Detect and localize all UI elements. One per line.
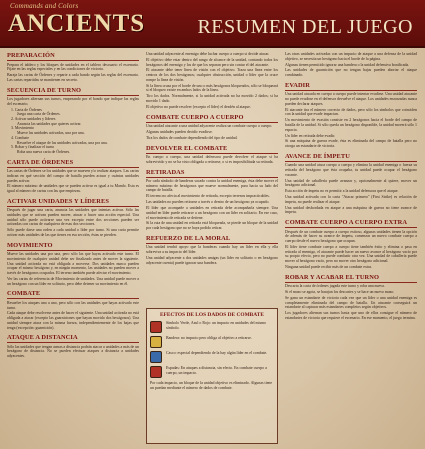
- sequence-step: 3. Movimiento: [11, 126, 35, 131]
- section-heading: ATAQUE A DISTANCIA: [7, 334, 139, 343]
- section-paragraph: Tira los dados de combate dependiendo del tipo de unidad.: [146, 135, 238, 140]
- rules-section: [7, 290, 139, 330]
- section-paragraph: Ninguna unidad puede recibir más de un combate extra.: [285, 264, 372, 269]
- section-paragraph: El líder que acompañe a unidades en retirada debe acompañarla siempre. Una unidad en líder puede retirarse a un hexágono con un líder en solitario. En ese caso, el movimiento de retirada se detiene.: [146, 206, 278, 220]
- game-logo: ANCIENTS: [8, 10, 146, 37]
- rules-section: [7, 242, 139, 287]
- section-paragraph: El número máximo de unidades que se pueden activar es igual a tu Mando. Esta es igual al número de cartas con las que empiezas.: [7, 184, 139, 194]
- section-paragraph: Las unidades de guarnición que no tengan bajas pueden abortar el ataque combinado.: [285, 68, 417, 78]
- section-paragraph: Prepara el tablero y los bloques de unidades en el tablero descuarto el escenario. Fíjate en las reglas especiales y en las condiciones de victoria.: [7, 62, 139, 72]
- rules-section: [7, 52, 139, 83]
- sequence-step: Mueve las unidades activadas, una por una.: [17, 131, 85, 136]
- section-heading: CARTA DE ÓRDENES: [7, 159, 139, 168]
- section-paragraph: Resuelve los ataques uno a uno, pero sólo con las unidades que hayas activado este turno.: [7, 300, 139, 310]
- section-paragraph: El atacante tira el número correcto de dados, pero sólo los símbolos que coinciden con la unidad que evade impactan.: [285, 107, 417, 117]
- dice-rows: [150, 321, 274, 378]
- sequence-step: 2. Activar unidades y líderes: [11, 117, 56, 121]
- section-paragraph: Los jugadores alternan sus turnos hasta que uno de ellos consigue el número de estandartes de victoria que requiere el escenario. En ese momento, el juego termina.: [285, 311, 417, 320]
- section-paragraph: Ver las cartas de referencia de Movimiento de unidades. Una unidad puede mover a un hexágono con un líder en solitario, pero debe detener su movimiento en él.: [7, 276, 139, 286]
- section-paragraph: Una unidad de caballería puede avanzar y, opcionalmente al quiere, mover un hexágono adicional.: [285, 178, 417, 188]
- sequence-step: 1. Carta de Órdenes: [11, 107, 42, 112]
- page-title: RESUMEN DEL JUEGO: [197, 16, 413, 38]
- section-paragraph: Después de jugar una carta, anuncia las unidades que intentas activar. Sólo las unidades que se activan pueden mover, atacar o hacer una acción especial. Una unidad sólo puede activarse una vez excepto entre dos secciones pueden ser activadas con cartas de cualquiera de esas dos secciones.: [7, 208, 139, 227]
- section-paragraph: El objetivo debe estar dentro del rango de alcance de la unidad, contando todos los hexágonos del enemigo y los de que los separan pero sin contar el del atacante.: [146, 57, 278, 67]
- section-paragraph: Una unidad atacada en cuerpo a cuerpo puede intentar evadirse. Una unidad atacante no puede evadirse en el defensor devuelve el ataque. Los unidades enzarzadas nunca pueden declarar ataques.: [285, 92, 417, 106]
- section-paragraph: Una unidad tendrá apoyo que la banderas cuando hay un líder en ella y ella sobreviva a su impacto del líder.: [146, 245, 278, 255]
- rules-section: [285, 82, 417, 149]
- sequence-step: 5. Robar y finalizar el turno: [11, 145, 55, 150]
- section-heading: MOVIMIENTO: [7, 242, 139, 251]
- section-paragraph: Esta acción de ímpetu no es permitir a la unidad defensora que el ataque.: [285, 189, 399, 194]
- sequence-step: Resuelve el ataque de las unidades activadas, una por una.: [17, 140, 108, 145]
- dice-effect-row: [150, 366, 274, 378]
- section-paragraph: Sólo las unidades que tengan armas a distancia podrán atacar a unidades a más de un hexágono de distancia. No se pueden efectuar ataques a distancia a unidades adyacentes.: [7, 344, 139, 359]
- section-paragraph: Si la ruta de una unidad en retirada está bloqueada, se pierde un bloque de la unidad por cada hexágono que no se haya podido retirar.: [146, 221, 278, 231]
- rules-section: [146, 145, 278, 165]
- section-paragraph: Un movimiento de evasión consiste en 2 hexágonos hacia el borde del campo de batalla de la unidad. Si sólo queda un hexágono disponible, la unidad moverá sólo 1 espacio.: [285, 118, 417, 132]
- section-heading: COMBATE CUERPO A CUERPO EXTRA: [285, 219, 417, 228]
- dice-effect-text: Casco: especial dependiendo de la hay algún líder en el combate.: [166, 351, 268, 355]
- combat-dice-effects-box: [146, 308, 278, 444]
- section-paragraph: Los jugadores alternan sus turnos, empezando por el bando que indique las reglas del escenario.: [7, 97, 139, 106]
- rules-section: [285, 274, 417, 321]
- column-right: [285, 52, 417, 325]
- sequence-step: 4. Combate: [11, 135, 29, 140]
- section-paragraph: Las otras unidades activadas con un impacto de ataque a una defensa de la unidad objetivo, se necesita un hexágono hacia el borde de la página.: [285, 52, 417, 61]
- dice-effect-row: [150, 321, 274, 333]
- section-heading: PREPARACIÓN: [7, 52, 139, 61]
- section-paragraph: Una unidad activada con la carta "Atacar primero" (First Strike) es relación de ímpetu, no puede realizar el ataque.: [285, 195, 417, 204]
- rules-section: [285, 153, 417, 215]
- section-paragraph: El objetivo no puede resolver (excepto el líder) el desdén al ataque.: [146, 104, 251, 109]
- dice-box-footer: Por cada impacto, un bloque de la unidad objetivo es eliminado. Algunas tiene un puedan mediante el número de dados de combate.: [150, 381, 273, 390]
- section-paragraph: Un líder en retirada debe evadir.: [285, 133, 336, 138]
- section-paragraph: Cuando una unidad ataca cuerpo a cuerpo y elimina la unidad enemiga o fuerza su retirada del hexágono que ésta ocupaba, tu unidad puede ocupar el hexágono vacante.: [285, 163, 417, 177]
- section-paragraph: Si una máquina de guerra evade, ésta es eliminada del campo de batalla pero no otorga un estandarte de victoria.: [285, 139, 417, 149]
- section-heading: COMBATE: [7, 290, 139, 299]
- section-paragraph: Una unidad desbordada en ataque a una máquina de guerra no tiene avance de ímpetu.: [285, 205, 417, 215]
- rules-section: [146, 169, 278, 231]
- section-paragraph: En cuerpo a cuerpo, una unidad defensora puede devolver el ataque si ha sobrevivido y no se ha visto obligada a retirarse, o si es imposibilitada su retirada.: [146, 155, 278, 164]
- combat-die-icon: [150, 321, 162, 333]
- rules-section: [7, 334, 139, 359]
- section-paragraph: Baraja las cartas de Órdenes y reparte a cada bando según las reglas del escenario. Las cartas repartidas se mantienen en secreto.: [7, 73, 139, 82]
- rules-section: [285, 219, 417, 270]
- header-banner: [0, 0, 425, 48]
- section-heading: EVADIR: [285, 82, 417, 91]
- column-center: [146, 52, 278, 269]
- section-paragraph: Mueve las unidades una por una, pero sólo las que hayas activado este turno. El movimiento de cualquier unidad debe ser finalizado antes de mover la siguiente. Una unidad activada no está obligada a moverse. Dos unidades nunca pueden ocupar el mismo hexágono y, en ningún momento, las unidades no pueden mover a través de hexágonos ocupados. El terreno también puede afectar el movimiento.: [7, 252, 139, 276]
- section-heading: ROBAR Y ACABAR EL TURNO: [285, 274, 417, 283]
- sequence-step: Roba una nueva carta de Órdenes.: [17, 149, 71, 154]
- combat-die-icon: [150, 366, 162, 378]
- section-paragraph: Algunas tienen permitido ignorar una bandera o la unidad defensiva bonificada.: [285, 62, 410, 67]
- combat-die-icon: [150, 336, 162, 348]
- section-paragraph: El líder tiene combate cuerpo a cuerpo tiene también éxito y elimina o pasa en retirada al enemigo, el atacante puede hacer un nuevo avance al hexágono vacío por su propio efecto, pero no puede combatir otra vez. Una unidad de caballería puede mover al hexágono vacío, pero no mover otro hexágono adicional.: [285, 244, 417, 264]
- logo-subtitle: Commands and Colors: [10, 2, 79, 10]
- section-heading: AVANCE DE ÍMPETU: [285, 153, 417, 162]
- rules-section: [146, 52, 278, 110]
- section-paragraph: Si el mazo se agota, se barajan los descartes y se hace un nuevo mazo.: [285, 290, 395, 295]
- section-paragraph: Algunas unidades pueden decidir evadirse.: [146, 130, 213, 135]
- section-paragraph: Cada ataque debe resolverse antes de hacer el siguiente. Una unidad activada no está obligada a atacar (excepto las guarniciones que hayan movido dos hexágonos). Una unidad siempre ataca con la misma fuerza, independientemente de los bajas que tenga (excepción: guarnición).: [7, 311, 139, 330]
- section-paragraph: El terreno no afecta al movimiento de retirada, excepto terrenos impracticables.: [146, 194, 270, 199]
- rules-section: [7, 87, 139, 155]
- section-paragraph: Por cada símbolo de banderas sacado contra la unidad enemiga, ésta debe mover el número máximo de hexágonos que mueve normalmente, para hacia su lado del campo de batalla.: [146, 179, 278, 193]
- rules-section: [146, 235, 278, 266]
- section-paragraph: Las cartas de Órdenes se los unidades que se mueven y/o realizar ataques. Las cartas indican en qué sección del campo de batalla pueden actuar y cuántas unidades puedes activar.: [7, 169, 139, 183]
- section-heading: COMBATE CUERPO A CUERPO: [146, 114, 278, 123]
- section-heading: REFUERZO DE LA MORAL: [146, 235, 278, 244]
- dice-effect-text: Símbolo Verde, Azul o Rojo: un impacto en unidades del mismo símbolo.: [166, 321, 267, 330]
- section-paragraph: Tiro los dados. Normalmente, si la unidad activada no ha movido 2 dados; si ha movido 1 dado.: [146, 94, 278, 104]
- dice-effect-text: Espadas: En ataques a distancia, sin efecto. En combate cuerpo a cuerpo, un impacto.: [166, 366, 267, 375]
- dice-effect-row: [150, 336, 274, 348]
- rules-section: [285, 52, 417, 78]
- section-heading: RETIRADAS: [146, 169, 278, 178]
- section-paragraph: Se gana un estandarte de victoria cada vez que un líder o una unidad enemiga es completamente eliminada del campo de batalla. Un atacante conseguirá un estandarte al capturar más estandartes completos según objetivos.: [285, 295, 417, 310]
- section-paragraph: Descarta la carta de órdenes jugada este turno y roba una nueva.: [285, 284, 385, 289]
- section-heading: DEVOLVER EL COMBATE: [146, 145, 278, 154]
- section-paragraph: Una unidad adyacente al enemigo debe luchar cuerpo a cuerpo si decide atacar.: [146, 52, 270, 56]
- rules-section: [7, 198, 139, 238]
- section-heading: SECUENCIA DE TURNO: [7, 87, 139, 96]
- section-paragraph: Una unidad adyacente a dos unidades amigas (un líder en solitario o en hexágono adyacente cuenta) puede ignorar una bandera.: [146, 255, 278, 265]
- dice-effect-row: [150, 351, 274, 363]
- section-heading: ACTIVAR UNIDADES Y LÍDERES: [7, 198, 139, 207]
- section-paragraph: Sólo puede darse una orden a cada unidad o líder por turno. Si una carta permite activar más unidades de las que tienes en esa sección, éstas se pierden.: [7, 228, 139, 238]
- sequence-step: Anuncia las unidades que quieres activar.: [17, 121, 82, 126]
- dice-box-title: EFECTOS DE LOS DADOS DE COMBATE: [160, 312, 264, 318]
- column-left: [7, 52, 139, 363]
- section-paragraph: Las unidades no pueden retirarse a través o dentro de un hexágono ya ocupado.: [146, 200, 270, 205]
- section-paragraph: Después de un combate cuerpo a cuerpo exitoso, algunas unidades tienen la opción de además de hacer su avance de ímpetu, comenzar un nuevo combate cuerpo a cuerpo desde el nuevo hexágono que ocupan.: [285, 229, 417, 244]
- section-paragraph: Si la línea cruza por el borde de uno o más hexágonos bloqueados, sólo se bloqueará si el bloqueo existe en ambos lados de la línea.: [146, 83, 278, 93]
- combat-die-icon: [150, 351, 162, 363]
- rules-section: [7, 159, 139, 194]
- sequence-step: Juega una carta de Órdenes.: [17, 112, 61, 117]
- section-paragraph: Una unidad atacante a una unidad adyacente realiza un combate cuerpo a cuerpo.: [146, 124, 273, 129]
- rules-section: [146, 114, 278, 141]
- section-paragraph: El atacante debe tener línea de visión con el objetivo. Traza una línea entre los centros de los dos hexágonos; cualquier obstrucción, unidad o líder que la cruce rompe la línea de visión.: [146, 68, 278, 82]
- dice-effect-text: Bandera: no impacto pero obliga al objetivo a retirarse.: [166, 336, 252, 340]
